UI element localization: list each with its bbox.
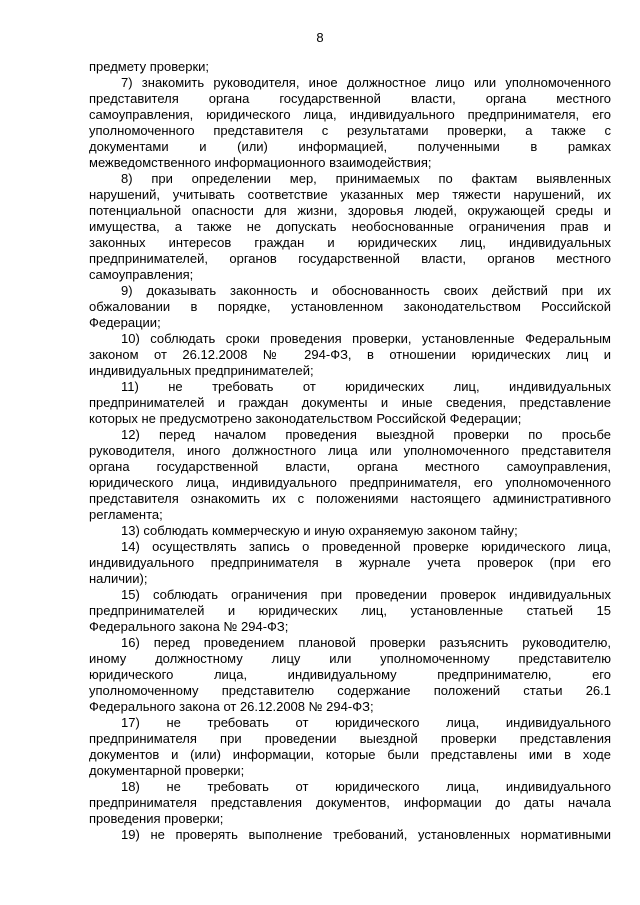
text-line: уполномоченному представителю содержание положений статьи 26.1	[89, 683, 611, 698]
text-line: 10) соблюдать сроки проведения проверки, установленные Федеральным	[121, 331, 611, 346]
text-line: Федерального закона № 294-ФЗ;	[89, 619, 289, 634]
text-line: 8) при определении мер, принимаемых по фактам выявленных	[121, 171, 611, 186]
text-line: документарной проверки;	[89, 763, 245, 778]
text-line: законных интересов граждан и юридических лиц, индивидуальных	[89, 235, 611, 250]
text-line: 7) знакомить руководителя, иное должностное лицо или уполномоченного	[121, 75, 611, 90]
text-line: 19) не проверять выполнение требований, установленных нормативными	[121, 827, 611, 842]
text-line: предпринимателя при проведении выездной проверки представления	[89, 731, 611, 746]
text-line: уполномоченного представителя с результатами проверки, а также с	[89, 123, 611, 138]
text-line: предпринимателя представления документов, информации до даты начала	[89, 795, 611, 810]
text-line: регламента;	[89, 507, 163, 522]
text-line: 18) не требовать от юридического лица, индивидуального	[121, 779, 611, 794]
text-line: проведения проверки;	[89, 811, 224, 826]
text-line: законом от 26.12.2008 № 294-ФЗ, в отношении юридических лиц и	[89, 347, 611, 362]
text-line: органа государственной власти, органа местного самоуправления,	[89, 459, 611, 474]
text-line: имущества, а также не допускать необоснованные ограничения прав и	[89, 219, 611, 234]
text-line: документами и (или) информацией, полученными в рамках	[89, 139, 611, 154]
text-line: 17) не требовать от юридического лица, индивидуального	[121, 715, 611, 730]
text-line: 12) перед началом проведения выездной проверки по просьбе	[121, 427, 611, 442]
text-line: самоуправления;	[89, 267, 194, 282]
text-line: 9) доказывать законность и обоснованность своих действий при их	[121, 283, 611, 298]
text-line: иному должностному лицу или уполномоченному представителю	[89, 651, 611, 666]
text-line: которых не предусмотрено законодательством Российской Федерации;	[89, 411, 522, 426]
document-body	[89, 59, 611, 843]
text-line: межведомственного информационного взаимодействия;	[89, 155, 432, 170]
text-line: документов и (или) информации, которые были представлены ими в ходе	[89, 747, 611, 762]
text-line: 14) осуществлять запись о проведенной проверке юридического лица,	[121, 539, 611, 554]
text-line: индивидуальных предпринимателей;	[89, 363, 314, 378]
text-line: предпринимателей и юридических лиц, установленные статьей 15	[89, 603, 611, 618]
text-line: самоуправления, юридического лица, индивидуального предпринимателя, его	[89, 107, 611, 122]
text-line: 15) соблюдать ограничения при проведении проверок индивидуальных	[121, 587, 611, 602]
text-line: Федерации;	[89, 315, 161, 330]
text-line: юридического лица, индивидуального предпринимателя, его уполномоченного	[89, 475, 611, 490]
text-line: потенциальной опасности для жизни, здоровья людей, окружающей среды и	[89, 203, 611, 218]
text-line: 16) перед проведением плановой проверки разъяснить руководителю,	[121, 635, 611, 650]
text-line: предмету проверки;	[89, 59, 210, 74]
text-line: предпринимателей и граждан документы и иные сведения, представление	[89, 395, 611, 410]
text-line: предпринимателей, органов государственной власти, органов местного	[89, 251, 611, 266]
text-line: индивидуального предпринимателя в журнале учета проверок (при его	[89, 555, 611, 570]
text-line: представителя органа государственной власти, органа местного	[89, 91, 611, 106]
text-line: нарушений, учитывать соответствие указанных мер тяжести нарушений, их	[89, 187, 611, 202]
text-line: наличии);	[89, 571, 148, 586]
page-number: 8	[316, 30, 324, 45]
text-line: 11) не требовать от юридических лиц, индивидуальных	[121, 379, 611, 394]
text-line: 13) соблюдать коммерческую и иную охраняемую законом тайну;	[121, 523, 518, 538]
text-line: обжаловании в порядке, установленном законодательством Российской	[89, 299, 611, 314]
text-line: юридического лица, индивидуальному предпринимателю, его	[89, 667, 611, 682]
text-line: представителя ознакомить их с положениями настоящего административного	[89, 491, 611, 506]
text-line: Федерального закона от 26.12.2008 № 294-ФЗ;	[89, 699, 374, 714]
text-line: руководителя, иного должностного лица или уполномоченного представителя	[89, 443, 611, 458]
